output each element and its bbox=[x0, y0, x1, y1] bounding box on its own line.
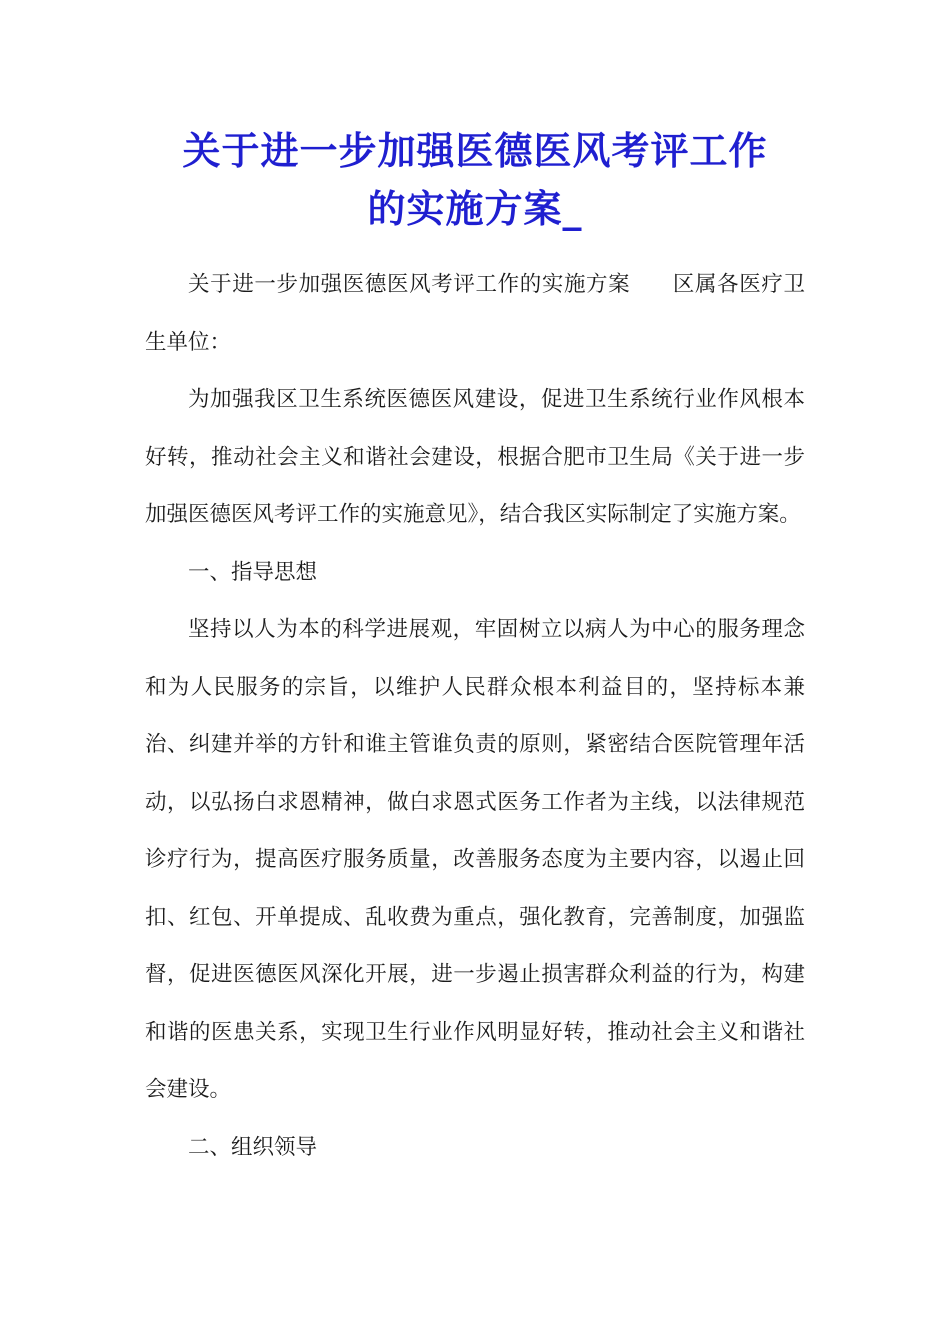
title-line-1: 关于进一步加强医德医风考评工作 bbox=[182, 128, 768, 173]
paragraph-purpose: 为加强我区卫生系统医德医风建设，促进卫生系统行业作风根本好转，推动社会主义和谐社会建设，根据合肥市卫生局《关于进一步加强医德医风考评工作的实施意见》，结合我区实际制定了实施方案。 bbox=[145, 387, 805, 527]
intro-paragraph bbox=[145, 256, 805, 371]
intro-heading-text: 关于进一步加强医德医风考评工作的实施方案 bbox=[188, 272, 631, 297]
section-heading-organization: 二、组织领导 bbox=[188, 1134, 318, 1160]
addressee: 区属各医疗卫生单位： bbox=[145, 272, 805, 355]
document-title bbox=[120, 122, 830, 238]
section-heading-guiding-ideology: 一、指导思想 bbox=[188, 559, 318, 585]
title-line-2: 的实施方案_ bbox=[367, 186, 583, 231]
paragraph-guiding-ideology: 坚持以人为本的科学进展观，牢固树立以病人为中心的服务理念和为人民服务的宗旨，以维护人民群众根本利益目的，坚持标本兼治、纠建并举的方针和谁主管谁负责的原则，紧密结合医院管理年活动，以弘扬白求恩精神，做白求恩式医务工作者为主线，以法律规范诊疗行为，提高医疗服务质量，改善服务态度为主要内容，以遏止回扣、红包、开单提成、乱收费为重点，强化教育，完善制度，加强监督，促进医德医风深化开展，进一步遏止损害群众利益的行为，构建和谐的医患关系，实现卫生行业作风明显好转，推动社会主义和谐社会建设。 bbox=[145, 617, 805, 1102]
document-body bbox=[145, 256, 805, 1176]
